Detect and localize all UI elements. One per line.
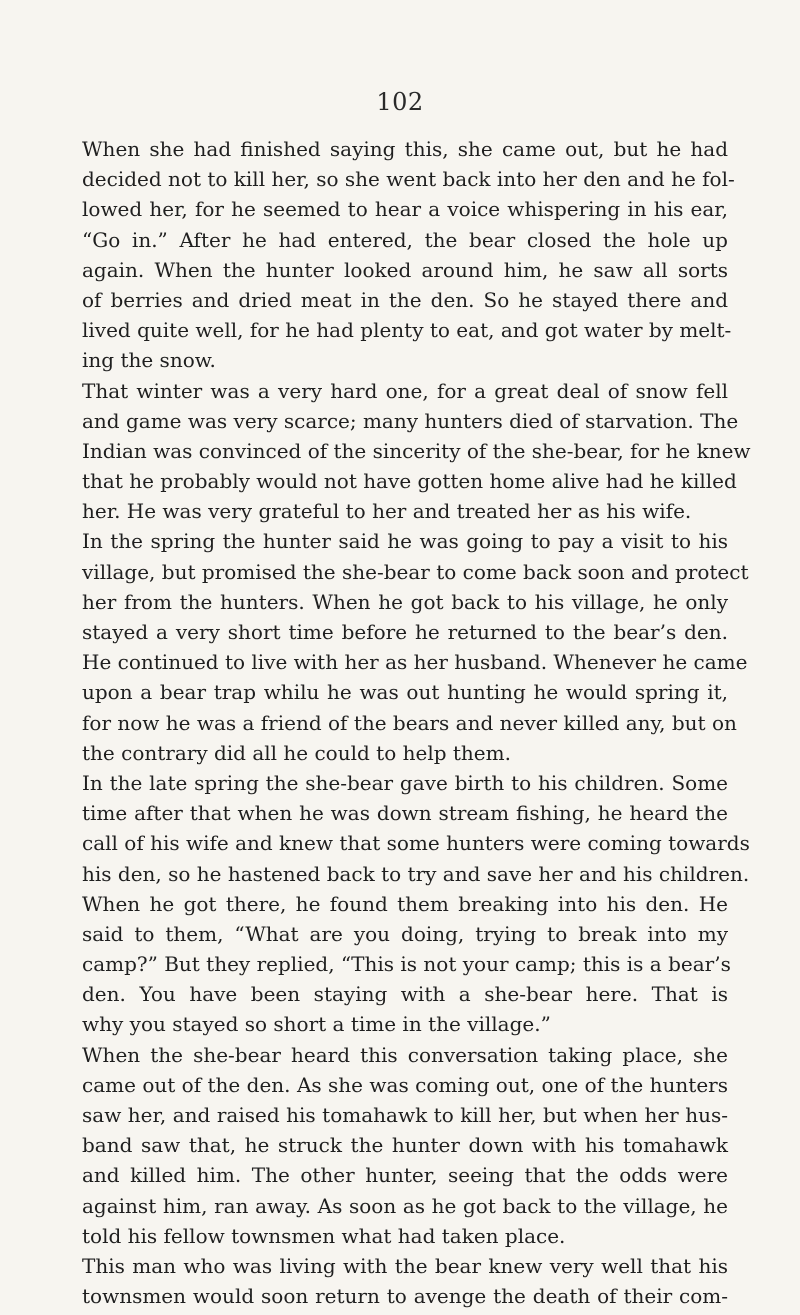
paragraph bbox=[82, 376, 751, 527]
text-line: upon a bear trap whilu he was out hunting he would spring it, bbox=[82, 680, 728, 705]
text-line: That winter was a very hard one, for a great deal of snow fell bbox=[82, 378, 728, 403]
text-line: townsmen would soon return to avenge the death of their com- bbox=[82, 1284, 728, 1309]
text-line: den. You have been staying with a she-bear here. That is bbox=[82, 982, 728, 1007]
paragraph bbox=[82, 768, 750, 1040]
paragraph bbox=[82, 1251, 728, 1311]
text-line: told his fellow townsmen what had taken place. bbox=[82, 1223, 566, 1248]
text-line: In the late spring the she-bear gave birth to his children. Some bbox=[82, 770, 728, 795]
text-line: band saw that, he struck the hunter down with his tomahawk bbox=[82, 1133, 728, 1158]
text-line: ing the snow. bbox=[82, 348, 216, 373]
text-line: for now he was a friend of the bears and never killed any, but on bbox=[82, 710, 737, 735]
text-line: When the she-bear heard this conversation taking place, she bbox=[82, 1042, 728, 1067]
text-line: of berries and dried meat in the den. So he stayed there and bbox=[82, 287, 728, 312]
text-line: his den, so he hastened back to try and save her and his children. bbox=[82, 861, 750, 886]
paragraph bbox=[82, 134, 735, 376]
text-line: and killed him. The other hunter, seeing that the odds were bbox=[82, 1163, 728, 1188]
text-line: This man who was living with the bear knew very well that his bbox=[82, 1253, 728, 1278]
text-line: why you stayed so short a time in the village.” bbox=[82, 1012, 551, 1037]
page-number: 102 bbox=[376, 88, 424, 116]
text-line: saw her, and raised his tomahawk to kill her, but when her hus- bbox=[82, 1103, 728, 1127]
text-line: against him, ran away. As soon as he got back to the village, he bbox=[82, 1193, 728, 1218]
text-line: lowed her, for he seemed to hear a voice whispering in his ear, bbox=[82, 197, 728, 222]
text-line: again. When the hunter looked around him, he saw all sorts bbox=[82, 257, 728, 282]
paragraph bbox=[82, 1040, 728, 1251]
text-line: time after that when he was down stream fishing, he heard the bbox=[82, 801, 728, 826]
text-line: village, but promised the she-bear to come back soon and protect bbox=[82, 559, 749, 584]
paragraph bbox=[82, 526, 749, 768]
text-line: When she had finished saying this, she came out, but he had bbox=[82, 137, 728, 161]
text-line: lived quite well, for he had plenty to eat, and got water by melt- bbox=[82, 318, 732, 343]
text-line: “Go in.” After he had entered, the bear closed the hole up bbox=[82, 227, 728, 252]
text-line: her. He was very grateful to her and treated her as his wife. bbox=[82, 499, 692, 524]
text-line: that he probably would not have gotten home alive had he killed bbox=[82, 469, 737, 494]
text-line: and game was very scarce; many hunters died of starvation. The bbox=[82, 408, 739, 433]
text-line: decided not to kill her, so she went back into her den and he fol- bbox=[82, 167, 735, 192]
text-line: He continued to live with her as her husband. Whenever he came bbox=[82, 650, 748, 675]
text-line: her from the hunters. When he got back to his village, he only bbox=[82, 589, 728, 614]
text-line: camp?” But they replied, “This is not your camp; this is a bear’s bbox=[82, 952, 731, 977]
text-line: When he got there, he found them breaking into his den. He bbox=[82, 891, 728, 916]
text-line: said to them, “What are you doing, trying to break into my bbox=[82, 921, 728, 946]
text-line: the contrary did all he could to help them. bbox=[82, 740, 511, 765]
body-text bbox=[82, 134, 751, 1311]
text-line: call of his wife and knew that some hunters were coming towards bbox=[82, 831, 750, 856]
text-line: Indian was convinced of the sincerity of the she-bear, for he knew bbox=[82, 438, 751, 463]
text-line: stayed a very short time before he returned to the bear’s den. bbox=[82, 620, 728, 644]
text-line: In the spring the hunter said he was going to pay a visit to his bbox=[82, 529, 728, 554]
text-line: came out of the den. As she was coming out, one of the hunters bbox=[82, 1072, 728, 1097]
